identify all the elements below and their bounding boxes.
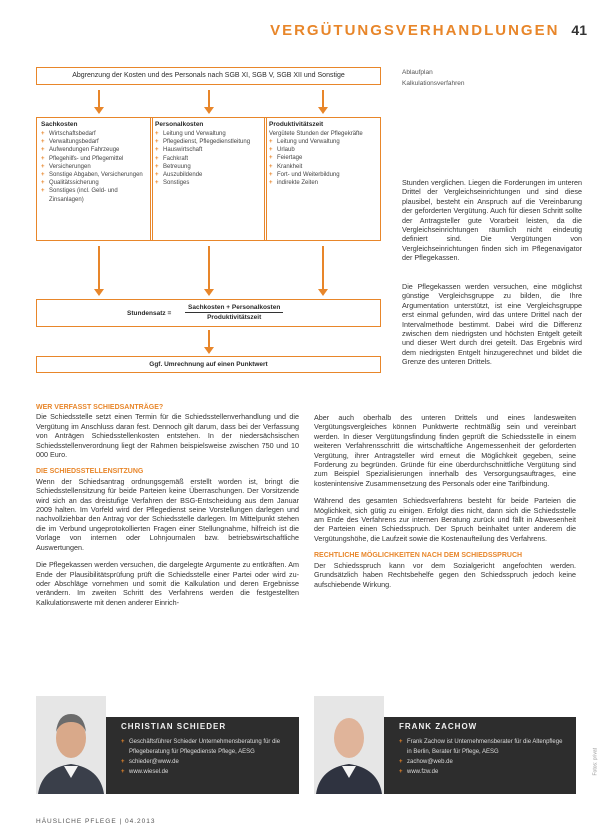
formula-lhs: Stundensatz = (127, 310, 172, 317)
arrow-down-icon (318, 246, 328, 296)
left-column (36, 403, 299, 607)
arrow-down-icon (204, 330, 214, 354)
column-item: + Verwaltungsbedarf (41, 138, 148, 146)
body-paragraph: Die Schiedsstelle setzt einen Termin für die Schiedsstellenverhandlung und die Vergütung im Anschluss daran fest. Dennoch gilt darum, dass bei der Verfassung von Anträgen Schiedsstellenkosten entstehen. In der niedersächsischen Schiedsstellenverordnung liegt der Rahmen beispielsweise zwischen 750 und 10 000 Euro. (36, 412, 299, 460)
author-info: + Geschäftsführer Schieder Unternehmensberatung für die Pflegeberatung für Pflegedienste Pflege, AESG (121, 737, 291, 757)
body-paragraph: Aber auch oberhalb des unteren Drittels und eines landesweiten Vergütungsvergleiches können Punktwerte rechtmäßig sein und vereinbart werden. In dieser Vergütungsfindung finden geprüft die Schiedsstelle in einem weiteren Verfahrensschritt die wirtschaftliche Angemessenheit der geforderten Vergütung, ihrer Antragsteller wird erneut die Möglichkeit gegeben, seine Forderung zu begründen. Gründe für eine überdurchschnittliche Vergütung sind zum Beispiel Spezialisierungen innerhalb des Versorgungsauftrages, eine kostenintensive Zusammensetzung des Personals oder eine Tarifbindung. (314, 413, 576, 488)
column-item: + Betreuung (155, 163, 262, 171)
page-number: 41 (571, 22, 587, 38)
column-item: + Sonstiges (155, 179, 262, 187)
diagram-bottom-box: Ggf. Umrechnung auf einen Punktwert (36, 356, 381, 373)
column-item: + Wirtschaftsbedarf (41, 130, 148, 138)
arrow-down-icon (94, 90, 104, 114)
diagram-column-personalkosten (150, 117, 267, 241)
author-email: + zachow@web.de (399, 757, 564, 767)
body-paragraph: Wenn der Schiedsantrag ordnungsgemäß erstellt worden ist, bringt die Schiedsstellensitzung für beide Parteien keine Überraschungen. Der Vorsitzende wird sich an das dreistufige Verfahren der BSG-Entscheidung aus dem Januar 2009 halten. Im Vorfeld wird der Pflegedienst seine Vorstellungen darlegen und nachvollziehbar den Antrag vor der Schiedsstelle darlegen. Im Mittelpunkt stehen die im Verbund ungeprotokollierten Fragen einer Stellungnahme, hilfreich ist die Vorlage von internen oder Lohnjournalen bzw. betriebswirtschaftliche Auswertungen. (36, 476, 299, 552)
arrow-down-icon (318, 90, 328, 114)
section-heading: RECHTLICHE MÖGLICHKEITEN NACH DEM SCHIEDSSPRUCH (314, 552, 523, 560)
column-heading: Produktivitätszeit (269, 121, 324, 128)
column-item: + Pflegedienst, Pflegedienstleitung (155, 138, 262, 146)
right-intro-paragraph-2: Die Pflegekassen werden versuchen, eine möglichst günstige Vergleichsgruppe zu bilden, die Ihre Argumentation unterstützt, ist eine Vergleichsgruppe erst einmal gefunden, wird das untere Drittel nach der Intervalmethode bestimmt. Dabei wird die Differenz zwischen dem niedrigsten und höchsten Entgelt geteilt und dieser Wert durch drei geteilt. Das Ergebnis wird dem niedrigsten Entgelt hinzugerechnet und bildet die Grenze des unteren Drittels. (402, 282, 582, 367)
column-item: + Urlaub (269, 146, 376, 154)
column-item: + Aufwendungen Fahrzeuge (41, 146, 148, 154)
column-heading: Sachkosten (41, 121, 78, 128)
arrow-down-icon (204, 90, 214, 114)
section-title: VERGÜTUNGSVERHANDLUNGEN (270, 22, 560, 39)
column-item: + indirekte Zeiten (269, 179, 376, 187)
column-item: + Auszubildende (155, 171, 262, 179)
formula-numerator: Sachkosten + Personalkosten (185, 304, 283, 313)
arrow-down-icon (94, 246, 104, 296)
author-box-zachow (314, 717, 576, 794)
diagram-top-box: Abgrenzung der Kosten und des Personals nach SGB XI, SGB V, SGB XII und Sonstige (36, 67, 381, 85)
author-photo (314, 696, 384, 794)
column-item: + Leitung und Verwaltung (155, 130, 262, 138)
author-photo (36, 696, 106, 794)
diagram-column-sachkosten (36, 117, 153, 241)
stundensatz-formula (36, 299, 381, 327)
caption-line: Ablaufplan (402, 69, 433, 76)
column-item: + Sonstige Abgaben, Versicherungen (41, 171, 148, 179)
caption-line: Kalkulationsverfahren (402, 80, 465, 87)
author-box-schieder (36, 717, 299, 794)
column-item: + Fachkraft (155, 155, 262, 163)
column-subtitle: Vergütete Stunden der Pflegekräfte (269, 131, 363, 137)
column-item: + Pflegehilfs- und Pflegemittel (41, 155, 148, 163)
body-paragraph: Der Schiedsspruch kann vor dem Sozialgericht angefochten werden. Grundsätzlich haben Rechtsbehelfe gegen den Schiedsspruch jedoch keine aufschiebende Wirkung. (314, 560, 576, 589)
page-footer: HÄUSLICHE PFLEGE | 04.2013 (36, 818, 156, 825)
column-item: + Versicherungen (41, 163, 148, 171)
section-heading: WER VERFASST SCHIEDSANTRÄGE? (36, 404, 164, 411)
formula-denominator: Produktivitätszeit (207, 314, 262, 321)
author-website: + www.wiesel.de (121, 767, 291, 777)
body-paragraph: Die Pflegekassen werden versuchen, die dargelegte Argumente zu entkräften. Am Ende der Plausibilitätsprüfung prüft die Schiedsstelle einer Partei oder wird zu- oder Abschläge vornehmen und somit die Kalkulation und deren Ergebnisse verändern. Im zweiten Schritt des Verfahrens werden die festgestellten Kalkulationswerte mit denen anderer Einrich- (36, 560, 299, 607)
column-item: + Leitung und Verwaltung (269, 138, 376, 146)
author-name: FRANK ZACHOW (399, 722, 478, 731)
author-name: CHRISTIAN SCHIEDER (121, 722, 227, 731)
author-website: + www.fzw.de (399, 767, 564, 777)
photo-credit: Fotos: privat (593, 748, 599, 776)
right-column (314, 413, 576, 589)
author-email: + schieder@www.de (121, 757, 291, 767)
column-item: + Feiertage (269, 154, 376, 162)
page-header (270, 22, 587, 39)
column-item: + Fort- und Weiterbildung (269, 171, 376, 179)
column-item: + Qualitätssicherung (41, 179, 148, 187)
author-info: + Frank Zachow ist Unternehmensberater für die Altenpflege in Berlin, Berater für Pflege, AESG (399, 737, 564, 757)
column-item: + Krankheit (269, 163, 376, 171)
right-intro-paragraph-1: Stunden verglichen. Liegen die Forderungen im unteren Drittel der Vergleichseinrichtungen und sind diese plausibel, besteht ein Anspruch auf die Vereinbarung der geforderten Vergütung. Auch für diesen Schritt sollte der Antragsteller gute Vorarbeit leisten, da die Vergleichseinrichtungen räumlich nicht eindeutig definiert sind. Die Vergütungen von Vergleichseinrichtungen finden sich im Pflegenavigator der Pflegekassen. (402, 178, 582, 263)
section-heading: DIE SCHIEDSSTELLENSITZUNG (36, 468, 144, 476)
diagram-column-produktivitaetszeit (264, 117, 381, 241)
formula-fraction (185, 304, 283, 321)
body-paragraph: Während des gesamten Schiedsverfahrens besteht für beide Parteien die Möglichkeit, sich gütig zu einigen. Erfolgt dies nicht, dann sich die Schiedsstelle am Ende des Verfahrens zur internen Beratung zurück und fällt in Abwesenheit der Parteien einen Schiedsspruch. Der Spruch beinhaltet unter anderem die Vergütungshöhe, die Laufzeit sowie die Kostenaufteilung des Verfahrens. (314, 496, 576, 543)
column-item: + Sonstiges (incl. Geld- und Zinsanlagen) (41, 187, 148, 203)
column-heading: Personalkosten (155, 121, 204, 128)
column-item: + Hauswirtschaft (155, 146, 262, 154)
diagram-caption (402, 67, 465, 89)
arrow-down-icon (204, 246, 214, 296)
